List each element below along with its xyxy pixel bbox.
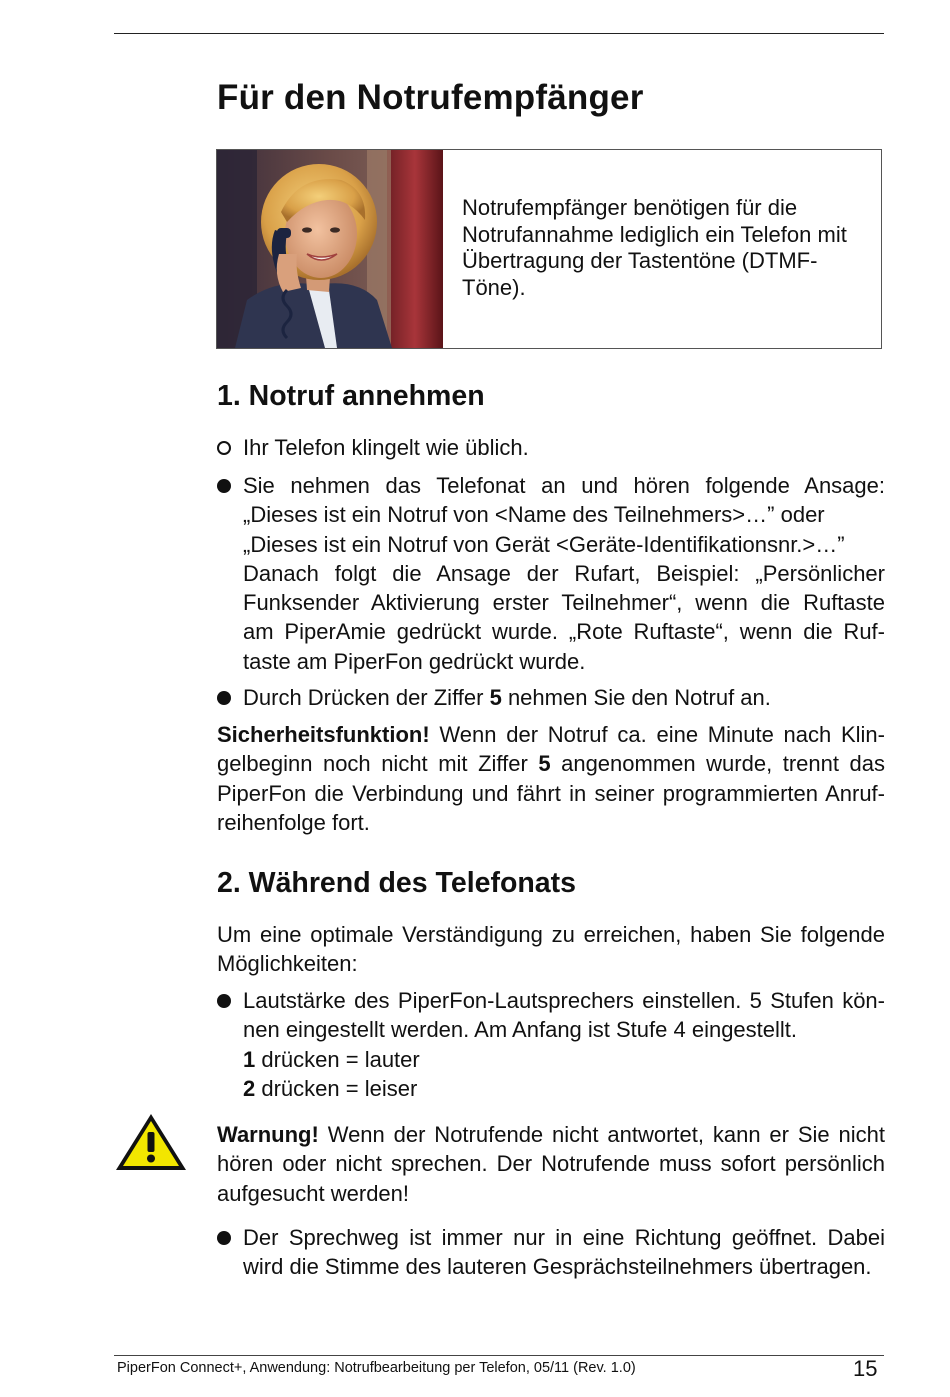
safety-note: Sicherheitsfunktion! Wenn der Notruf ca. eine Minute nach Klin- gelbeginn noch nicht mit Ziffer 5 angenommen wurde, trennt das PiperFon die Verbindung und fährt in seiner programmierten Anruf- reihenfolge fort. (217, 722, 885, 835)
list-item (217, 471, 885, 676)
list-item (217, 1223, 885, 1282)
section-heading-waehrend-des-telefonats: 2. Während des Telefonats (217, 867, 576, 899)
list-item (217, 986, 885, 1103)
list-item-text: Durch Drücken der Ziffer 5 nehmen Sie den Notruf an. (243, 685, 771, 710)
bullet-icon (217, 994, 231, 1008)
list-item-text: Ihr Telefon klingelt wie üblich. (243, 435, 529, 460)
intro-text: Notrufempfänger benötigen für die Notrufannahme lediglich ein Telefon mit Übertragung der Tastentöne (DTMF-Töne). (462, 195, 847, 300)
section-intro: Um eine optimale Verständigung zu erreichen, haben Sie folgende Möglichkeiten: (217, 922, 885, 977)
list-item-text: Der Sprechweg ist immer nur in eine Richtung geöffnet. Dabei wird die Stimme des lauteren Gesprächsteilnehmers übertragen. (243, 1225, 885, 1280)
bullet-icon (217, 479, 231, 493)
warning-triangle-icon (114, 1112, 188, 1172)
woman-on-telephone-photo (217, 150, 443, 348)
footer-text: PiperFon Connect+, Anwendung: Notrufbearbeitung per Telefon, 05/11 (Rev. 1.0) (117, 1360, 636, 1376)
footer-rule (114, 1355, 884, 1356)
warning-note: Warnung! Wenn der Notrufende nicht antwortet, kann er Sie nicht hören oder nicht sprechen. Der Notrufende muss sofort persönlich aufgesucht werden! (217, 1122, 885, 1206)
intro-box (216, 149, 882, 349)
list-item-text: Lautstärke des PiperFon-Lautsprechers einstellen. 5 Stufen kön- nen eingestellt werden. Am Anfang ist Stufe 4 eingestellt. 1 drücken = lauter 2 drücken = leiser (243, 988, 885, 1101)
page-number: 15 (853, 1356, 878, 1381)
bullet-icon (217, 1231, 231, 1245)
safety-label: Sicherheitsfunktion! (217, 722, 430, 747)
open-circle-bullet-icon (217, 441, 231, 455)
bullet-icon (217, 691, 231, 705)
section-heading-notruf-annehmen: 1. Notruf annehmen (217, 380, 485, 412)
page-title: Für den Notrufempfänger (217, 78, 644, 117)
list-item-text: Sie nehmen das Telefonat an und hören folgende Ansage: „Dieses ist ein Notruf von <Name des Teilnehmers>…” oder „Dieses ist ein Notruf von Gerät <Geräte-Identifikationsnr.>…” Danach folgt die Ansage der Rufart, Beispiel: „Persönlicher Funksender Aktivierung erster Teilnehmer“, wenn die Ruftaste am PiperAmie gedrückt wurde. „Rote Ruftaste“, wenn die Ruf- taste am PiperFon gedrückt wurde. (243, 473, 885, 674)
header-rule (114, 33, 884, 34)
list-item (217, 433, 885, 462)
warning-label: Warnung! (217, 1122, 319, 1147)
list-item (217, 683, 885, 712)
